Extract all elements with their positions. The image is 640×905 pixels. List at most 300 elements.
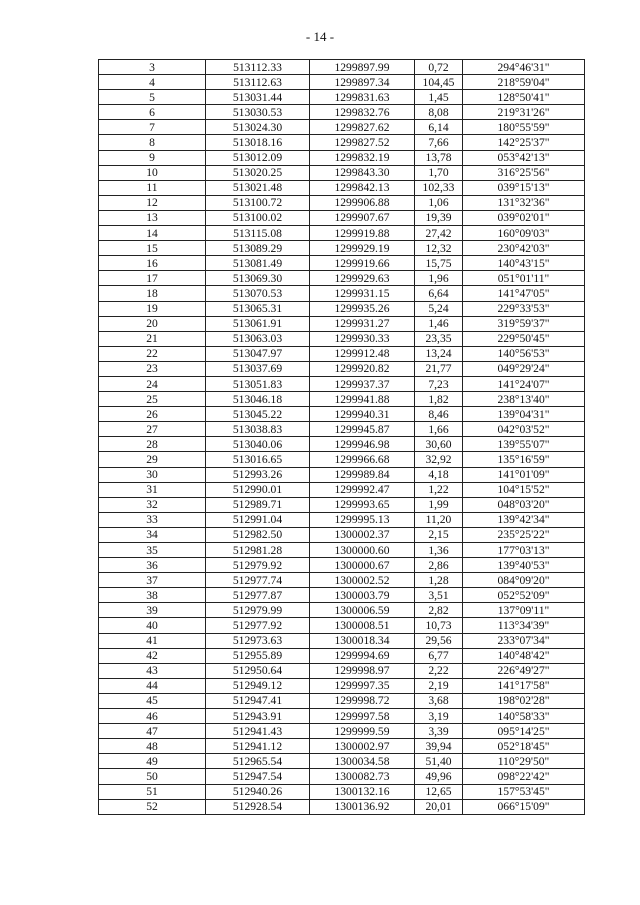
x-coordinate-cell: 512943.91 — [206, 709, 310, 724]
point-number-cell: 31 — [99, 482, 206, 497]
x-coordinate-cell: 512947.41 — [206, 693, 310, 708]
distance-cell: 15,75 — [415, 256, 463, 271]
y-coordinate-cell: 1299906.88 — [310, 195, 415, 210]
distance-cell: 12,32 — [415, 241, 463, 256]
y-coordinate-cell: 1300002.37 — [310, 527, 415, 542]
bearing-cell: 084°09'20" — [463, 573, 585, 588]
point-number-cell: 40 — [99, 618, 206, 633]
distance-cell: 8,08 — [415, 105, 463, 120]
point-number-cell: 7 — [99, 120, 206, 135]
point-number-cell: 28 — [99, 437, 206, 452]
x-coordinate-cell: 513024.30 — [206, 120, 310, 135]
bearing-cell: 053°42'13" — [463, 150, 585, 165]
distance-cell: 1,06 — [415, 195, 463, 210]
point-number-cell: 16 — [99, 256, 206, 271]
table-row — [99, 709, 585, 724]
table-row — [99, 422, 585, 437]
x-coordinate-cell: 512979.99 — [206, 603, 310, 618]
bearing-cell: 131°32'36" — [463, 195, 585, 210]
bearing-cell: 219°31'26" — [463, 105, 585, 120]
y-coordinate-cell: 1299897.34 — [310, 75, 415, 90]
point-number-cell: 24 — [99, 376, 206, 391]
table-row — [99, 120, 585, 135]
table-row — [99, 195, 585, 210]
table-row — [99, 75, 585, 90]
table-row — [99, 105, 585, 120]
bearing-cell: 049°29'24" — [463, 361, 585, 376]
point-number-cell: 9 — [99, 150, 206, 165]
point-number-cell: 26 — [99, 407, 206, 422]
y-coordinate-cell: 1299946.98 — [310, 437, 415, 452]
distance-cell: 2,19 — [415, 678, 463, 693]
bearing-cell: 098°22'42" — [463, 769, 585, 784]
x-coordinate-cell: 512950.64 — [206, 663, 310, 678]
y-coordinate-cell: 1299919.88 — [310, 226, 415, 241]
x-coordinate-cell: 513047.97 — [206, 346, 310, 361]
y-coordinate-cell: 1300008.51 — [310, 618, 415, 633]
y-coordinate-cell: 1300018.34 — [310, 633, 415, 648]
distance-cell: 6,64 — [415, 286, 463, 301]
bearing-cell: 229°33'53" — [463, 301, 585, 316]
distance-cell: 104,45 — [415, 75, 463, 90]
y-coordinate-cell: 1299831.63 — [310, 90, 415, 105]
distance-cell: 12,65 — [415, 784, 463, 799]
table-row — [99, 558, 585, 573]
x-coordinate-cell: 513100.02 — [206, 210, 310, 225]
bearing-cell: 141°47'05" — [463, 286, 585, 301]
bearing-cell: 066°15'09" — [463, 799, 585, 814]
bearing-cell: 128°50'41" — [463, 90, 585, 105]
y-coordinate-cell: 1299937.37 — [310, 376, 415, 391]
bearing-cell: 140°56'53" — [463, 346, 585, 361]
x-coordinate-cell: 513037.69 — [206, 361, 310, 376]
y-coordinate-cell: 1299992.47 — [310, 482, 415, 497]
point-number-cell: 51 — [99, 784, 206, 799]
distance-cell: 51,40 — [415, 754, 463, 769]
bearing-cell: 180°55'59" — [463, 120, 585, 135]
distance-cell: 6,77 — [415, 648, 463, 663]
table-row — [99, 482, 585, 497]
distance-cell: 1,99 — [415, 497, 463, 512]
x-coordinate-cell: 513069.30 — [206, 271, 310, 286]
bearing-cell: 110°29'50" — [463, 754, 585, 769]
y-coordinate-cell: 1300006.59 — [310, 603, 415, 618]
distance-cell: 3,51 — [415, 588, 463, 603]
x-coordinate-cell: 513012.09 — [206, 150, 310, 165]
point-number-cell: 46 — [99, 709, 206, 724]
point-number-cell: 15 — [99, 241, 206, 256]
table-row — [99, 452, 585, 467]
bearing-cell: 316°25'56" — [463, 165, 585, 180]
bearing-cell: 141°24'07" — [463, 376, 585, 391]
y-coordinate-cell: 1300132.16 — [310, 784, 415, 799]
x-coordinate-cell: 513021.48 — [206, 180, 310, 195]
y-coordinate-cell: 1299929.19 — [310, 241, 415, 256]
x-coordinate-cell: 513070.53 — [206, 286, 310, 301]
x-coordinate-cell: 513031.44 — [206, 90, 310, 105]
table-row — [99, 573, 585, 588]
table-row — [99, 754, 585, 769]
x-coordinate-cell: 513040.06 — [206, 437, 310, 452]
bearing-cell: 230°42'03" — [463, 241, 585, 256]
distance-cell: 7,23 — [415, 376, 463, 391]
distance-cell: 3,39 — [415, 724, 463, 739]
x-coordinate-cell: 512979.92 — [206, 558, 310, 573]
table-row — [99, 271, 585, 286]
distance-cell: 3,68 — [415, 693, 463, 708]
distance-cell: 5,24 — [415, 301, 463, 316]
x-coordinate-cell: 512989.71 — [206, 497, 310, 512]
point-number-cell: 14 — [99, 226, 206, 241]
point-number-cell: 3 — [99, 60, 206, 75]
point-number-cell: 34 — [99, 527, 206, 542]
table-row — [99, 603, 585, 618]
bearing-cell: 052°18'45" — [463, 739, 585, 754]
y-coordinate-cell: 1300034.58 — [310, 754, 415, 769]
table-row — [99, 135, 585, 150]
bearing-cell: 135°16'59" — [463, 452, 585, 467]
distance-cell: 21,77 — [415, 361, 463, 376]
point-number-cell: 11 — [99, 180, 206, 195]
y-coordinate-cell: 1299999.59 — [310, 724, 415, 739]
y-coordinate-cell: 1299919.66 — [310, 256, 415, 271]
y-coordinate-cell: 1299907.67 — [310, 210, 415, 225]
point-number-cell: 41 — [99, 633, 206, 648]
page-number: - 14 - — [305, 29, 335, 44]
distance-cell: 4,18 — [415, 467, 463, 482]
table-row — [99, 407, 585, 422]
point-number-cell: 36 — [99, 558, 206, 573]
distance-cell: 102,33 — [415, 180, 463, 195]
y-coordinate-cell: 1299930.33 — [310, 331, 415, 346]
point-number-cell: 45 — [99, 693, 206, 708]
bearing-cell: 141°01'09" — [463, 467, 585, 482]
point-number-cell: 13 — [99, 210, 206, 225]
point-number-cell: 50 — [99, 769, 206, 784]
point-number-cell: 42 — [99, 648, 206, 663]
table-row — [99, 180, 585, 195]
y-coordinate-cell: 1299912.48 — [310, 346, 415, 361]
distance-cell: 32,92 — [415, 452, 463, 467]
bearing-cell: 042°03'52" — [463, 422, 585, 437]
table-row — [99, 210, 585, 225]
distance-cell: 30,60 — [415, 437, 463, 452]
table-row — [99, 226, 585, 241]
table-row — [99, 241, 585, 256]
bearing-cell: 177°03'13" — [463, 543, 585, 558]
y-coordinate-cell: 1299997.35 — [310, 678, 415, 693]
point-number-cell: 32 — [99, 497, 206, 512]
distance-cell: 0,72 — [415, 60, 463, 75]
bearing-cell: 113°34'39" — [463, 618, 585, 633]
point-number-cell: 5 — [99, 90, 206, 105]
bearing-cell: 141°17'58" — [463, 678, 585, 693]
table-row — [99, 512, 585, 527]
distance-cell: 23,35 — [415, 331, 463, 346]
distance-cell: 7,66 — [415, 135, 463, 150]
x-coordinate-cell: 513100.72 — [206, 195, 310, 210]
point-number-cell: 35 — [99, 543, 206, 558]
distance-cell: 8,46 — [415, 407, 463, 422]
table-row — [99, 769, 585, 784]
x-coordinate-cell: 513081.49 — [206, 256, 310, 271]
y-coordinate-cell: 1299993.65 — [310, 497, 415, 512]
y-coordinate-cell: 1300000.67 — [310, 558, 415, 573]
bearing-cell: 160°09'03" — [463, 226, 585, 241]
bearing-cell: 157°53'45" — [463, 784, 585, 799]
distance-cell: 29,56 — [415, 633, 463, 648]
table-row — [99, 588, 585, 603]
distance-cell: 1,36 — [415, 543, 463, 558]
y-coordinate-cell: 1299935.26 — [310, 301, 415, 316]
distance-cell: 2,86 — [415, 558, 463, 573]
y-coordinate-cell: 1299897.99 — [310, 60, 415, 75]
table-row — [99, 784, 585, 799]
point-number-cell: 6 — [99, 105, 206, 120]
table-row — [99, 663, 585, 678]
distance-cell: 10,73 — [415, 618, 463, 633]
x-coordinate-cell: 513115.08 — [206, 226, 310, 241]
table-row — [99, 618, 585, 633]
point-number-cell: 21 — [99, 331, 206, 346]
point-number-cell: 39 — [99, 603, 206, 618]
x-coordinate-cell: 513063.03 — [206, 331, 310, 346]
x-coordinate-cell: 512977.87 — [206, 588, 310, 603]
table-row — [99, 331, 585, 346]
x-coordinate-cell: 512993.26 — [206, 467, 310, 482]
bearing-cell: 229°50'45" — [463, 331, 585, 346]
distance-cell: 1,66 — [415, 422, 463, 437]
table-row — [99, 467, 585, 482]
point-number-cell: 30 — [99, 467, 206, 482]
table-row — [99, 739, 585, 754]
bearing-cell: 238°13'40" — [463, 392, 585, 407]
distance-cell: 1,96 — [415, 271, 463, 286]
table-row — [99, 693, 585, 708]
distance-cell: 1,22 — [415, 482, 463, 497]
x-coordinate-cell: 513065.31 — [206, 301, 310, 316]
x-coordinate-cell: 512941.43 — [206, 724, 310, 739]
point-number-cell: 38 — [99, 588, 206, 603]
x-coordinate-cell: 513030.53 — [206, 105, 310, 120]
table-row — [99, 678, 585, 693]
x-coordinate-cell: 512940.26 — [206, 784, 310, 799]
x-coordinate-cell: 513016.65 — [206, 452, 310, 467]
x-coordinate-cell: 513020.25 — [206, 165, 310, 180]
distance-cell: 27,42 — [415, 226, 463, 241]
point-number-cell: 8 — [99, 135, 206, 150]
distance-cell: 1,82 — [415, 392, 463, 407]
bearing-cell: 218°59'04" — [463, 75, 585, 90]
x-coordinate-cell: 512982.50 — [206, 527, 310, 542]
x-coordinate-cell: 512949.12 — [206, 678, 310, 693]
x-coordinate-cell: 512977.92 — [206, 618, 310, 633]
table-row — [99, 376, 585, 391]
y-coordinate-cell: 1299941.88 — [310, 392, 415, 407]
x-coordinate-cell: 512973.63 — [206, 633, 310, 648]
x-coordinate-cell: 513089.29 — [206, 241, 310, 256]
table-row — [99, 799, 585, 814]
point-number-cell: 4 — [99, 75, 206, 90]
distance-cell: 2,82 — [415, 603, 463, 618]
distance-cell: 13,78 — [415, 150, 463, 165]
distance-cell: 1,28 — [415, 573, 463, 588]
point-number-cell: 12 — [99, 195, 206, 210]
y-coordinate-cell: 1299995.13 — [310, 512, 415, 527]
bearing-cell: 233°07'34" — [463, 633, 585, 648]
point-number-cell: 25 — [99, 392, 206, 407]
x-coordinate-cell: 512990.01 — [206, 482, 310, 497]
x-coordinate-cell: 513051.83 — [206, 376, 310, 391]
y-coordinate-cell: 1300003.79 — [310, 588, 415, 603]
point-number-cell: 48 — [99, 739, 206, 754]
distance-cell: 2,22 — [415, 663, 463, 678]
table-row — [99, 724, 585, 739]
coordinates-table — [98, 59, 585, 815]
point-number-cell: 47 — [99, 724, 206, 739]
x-coordinate-cell: 512977.74 — [206, 573, 310, 588]
bearing-cell: 319°59'37" — [463, 316, 585, 331]
bearing-cell: 039°02'01" — [463, 210, 585, 225]
distance-cell: 39,94 — [415, 739, 463, 754]
y-coordinate-cell: 1300136.92 — [310, 799, 415, 814]
table-row — [99, 361, 585, 376]
point-number-cell: 19 — [99, 301, 206, 316]
bearing-cell: 198°02'28" — [463, 693, 585, 708]
bearing-cell: 140°58'33" — [463, 709, 585, 724]
distance-cell: 19,39 — [415, 210, 463, 225]
distance-cell: 3,19 — [415, 709, 463, 724]
table-row — [99, 633, 585, 648]
point-number-cell: 17 — [99, 271, 206, 286]
point-number-cell: 29 — [99, 452, 206, 467]
x-coordinate-cell: 513112.63 — [206, 75, 310, 90]
y-coordinate-cell: 1299827.62 — [310, 120, 415, 135]
bearing-cell: 095°14'25" — [463, 724, 585, 739]
point-number-cell: 18 — [99, 286, 206, 301]
table-row — [99, 346, 585, 361]
x-coordinate-cell: 512981.28 — [206, 543, 310, 558]
point-number-cell: 10 — [99, 165, 206, 180]
y-coordinate-cell: 1299989.84 — [310, 467, 415, 482]
bearing-cell: 142°25'37" — [463, 135, 585, 150]
distance-cell: 13,24 — [415, 346, 463, 361]
coordinates-table-body — [99, 60, 585, 815]
distance-cell: 1,70 — [415, 165, 463, 180]
x-coordinate-cell: 512947.54 — [206, 769, 310, 784]
y-coordinate-cell: 1299920.82 — [310, 361, 415, 376]
bearing-cell: 048°03'20" — [463, 497, 585, 512]
bearing-cell: 235°25'22" — [463, 527, 585, 542]
y-coordinate-cell: 1299929.63 — [310, 271, 415, 286]
x-coordinate-cell: 512991.04 — [206, 512, 310, 527]
y-coordinate-cell: 1299994.69 — [310, 648, 415, 663]
y-coordinate-cell: 1300002.97 — [310, 739, 415, 754]
y-coordinate-cell: 1299940.31 — [310, 407, 415, 422]
table-row — [99, 301, 585, 316]
table-row — [99, 316, 585, 331]
y-coordinate-cell: 1299832.19 — [310, 150, 415, 165]
x-coordinate-cell: 512965.54 — [206, 754, 310, 769]
distance-cell: 11,20 — [415, 512, 463, 527]
y-coordinate-cell: 1299998.97 — [310, 663, 415, 678]
x-coordinate-cell: 513112.33 — [206, 60, 310, 75]
y-coordinate-cell: 1299945.87 — [310, 422, 415, 437]
point-number-cell: 49 — [99, 754, 206, 769]
bearing-cell: 104°15'52" — [463, 482, 585, 497]
distance-cell: 1,45 — [415, 90, 463, 105]
bearing-cell: 294°46'31" — [463, 60, 585, 75]
bearing-cell: 140°48'42" — [463, 648, 585, 663]
y-coordinate-cell: 1300002.52 — [310, 573, 415, 588]
y-coordinate-cell: 1299931.27 — [310, 316, 415, 331]
table-row — [99, 392, 585, 407]
x-coordinate-cell: 512941.12 — [206, 739, 310, 754]
x-coordinate-cell: 513061.91 — [206, 316, 310, 331]
point-number-cell: 43 — [99, 663, 206, 678]
table-row — [99, 165, 585, 180]
bearing-cell: 139°40'53" — [463, 558, 585, 573]
point-number-cell: 44 — [99, 678, 206, 693]
bearing-cell: 137°09'11" — [463, 603, 585, 618]
y-coordinate-cell: 1299931.15 — [310, 286, 415, 301]
y-coordinate-cell: 1299966.68 — [310, 452, 415, 467]
table-row — [99, 150, 585, 165]
distance-cell: 20,01 — [415, 799, 463, 814]
y-coordinate-cell: 1300000.60 — [310, 543, 415, 558]
bearing-cell: 051°01'11" — [463, 271, 585, 286]
point-number-cell: 33 — [99, 512, 206, 527]
bearing-cell: 226°49'27" — [463, 663, 585, 678]
x-coordinate-cell: 513045.22 — [206, 407, 310, 422]
table-row — [99, 543, 585, 558]
bearing-cell: 039°15'13" — [463, 180, 585, 195]
y-coordinate-cell: 1299842.13 — [310, 180, 415, 195]
table-row — [99, 437, 585, 452]
y-coordinate-cell: 1300082.73 — [310, 769, 415, 784]
y-coordinate-cell: 1299843.30 — [310, 165, 415, 180]
distance-cell: 49,96 — [415, 769, 463, 784]
y-coordinate-cell: 1299998.72 — [310, 693, 415, 708]
x-coordinate-cell: 513018.16 — [206, 135, 310, 150]
bearing-cell: 140°43'15" — [463, 256, 585, 271]
point-number-cell: 52 — [99, 799, 206, 814]
table-row — [99, 256, 585, 271]
distance-cell: 6,14 — [415, 120, 463, 135]
distance-cell: 2,15 — [415, 527, 463, 542]
bearing-cell: 139°55'07" — [463, 437, 585, 452]
table-row — [99, 60, 585, 75]
point-number-cell: 27 — [99, 422, 206, 437]
x-coordinate-cell: 512928.54 — [206, 799, 310, 814]
table-row — [99, 90, 585, 105]
distance-cell: 1,46 — [415, 316, 463, 331]
point-number-cell: 37 — [99, 573, 206, 588]
table-row — [99, 648, 585, 663]
y-coordinate-cell: 1299997.58 — [310, 709, 415, 724]
x-coordinate-cell: 513046.18 — [206, 392, 310, 407]
point-number-cell: 23 — [99, 361, 206, 376]
point-number-cell: 22 — [99, 346, 206, 361]
y-coordinate-cell: 1299827.52 — [310, 135, 415, 150]
bearing-cell: 139°04'31" — [463, 407, 585, 422]
point-number-cell: 20 — [99, 316, 206, 331]
table-row — [99, 527, 585, 542]
table-row — [99, 497, 585, 512]
x-coordinate-cell: 513038.83 — [206, 422, 310, 437]
bearing-cell: 052°52'09" — [463, 588, 585, 603]
table-row — [99, 286, 585, 301]
